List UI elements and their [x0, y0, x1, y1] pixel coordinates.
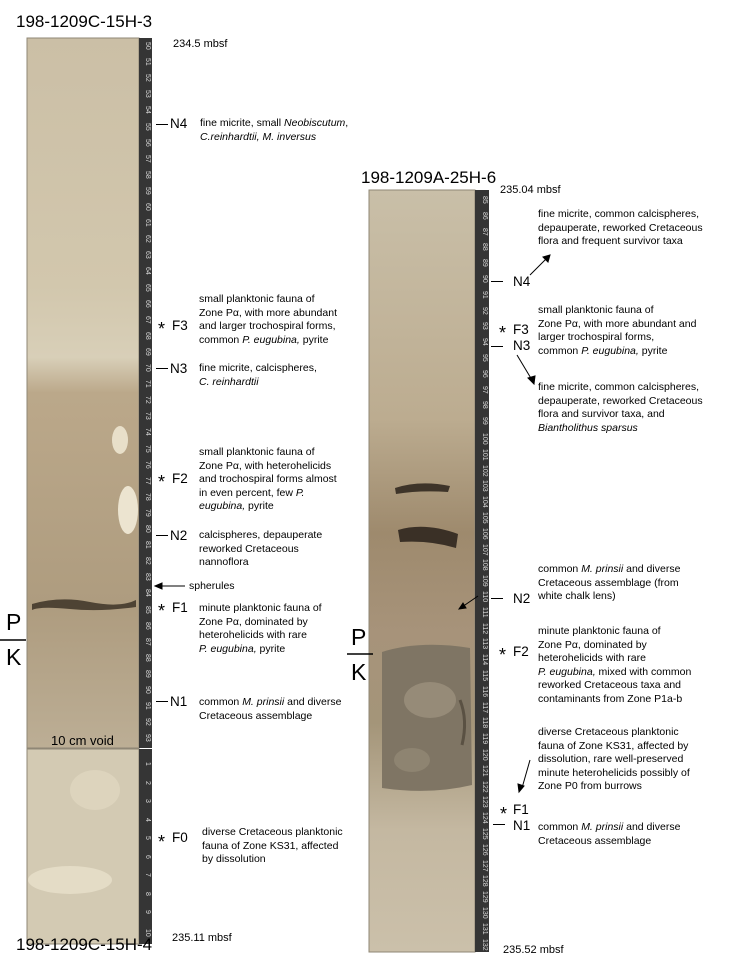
right-label-n1: N1	[513, 818, 531, 833]
core-25h6-photo	[369, 190, 475, 952]
left-label-n1: N1	[170, 694, 188, 709]
ruler-15h3-tick: 72	[144, 396, 151, 404]
left-label-f1: F1	[172, 600, 188, 615]
ruler-25h6-tick: 94	[481, 338, 488, 346]
ruler-25h6-tick: 98	[481, 401, 488, 410]
left-label-n4: N4	[170, 116, 188, 131]
ruler-15h4-tick: 6	[144, 854, 151, 859]
ruler-25h6-tick: 115	[481, 670, 488, 682]
core-25h6-top-depth: 235.04 mbsf	[500, 184, 561, 196]
right-label-n4: N4	[513, 274, 531, 289]
ruler-25h6-tick: 96	[481, 369, 488, 378]
ruler-25h6-tick: 116	[481, 685, 488, 697]
ruler-15h3-tick: 77	[144, 476, 151, 485]
ruler-15h4-tick: 5	[144, 836, 151, 840]
ruler-25h6-tick: 87	[481, 227, 488, 236]
ruler-15h3-tick: 58	[144, 170, 151, 179]
ruler-25h6-tick: 85	[481, 196, 488, 204]
left-star-f1: *	[158, 601, 166, 621]
ruler-25h6-tick: 113	[481, 638, 488, 650]
ruler-15h3-tick: 84	[144, 589, 151, 598]
right-note-n1: common M. prinsii and diverse Cretaceous assemblage	[538, 821, 681, 847]
ruler-15h3-tick: 54	[144, 106, 151, 115]
ruler-25h6-tick: 127	[481, 859, 488, 872]
ruler-15h3-tick: 82	[144, 557, 151, 565]
left-note-n4: fine micrite, small Neobiscutum, C.reinhardtii, M. inversus	[200, 117, 349, 143]
right-note-f2: minute planktonic fauna of Zone Pα, dominated by heterohelicids with rare P. eugubina, mixed with common reworked Cretaceous taxa and contaminants from Zone P1a-b	[538, 625, 692, 705]
ruler-15h3-tick: 50	[144, 42, 151, 50]
ruler-25h6-tick: 86	[481, 211, 488, 220]
ruler-15h4	[139, 749, 152, 944]
ruler-15h3-tick: 61	[144, 219, 151, 227]
ruler-15h3-tick: 55	[144, 122, 151, 131]
ruler-15h4-tick: 7	[144, 873, 151, 877]
ruler-25h6-tick: 107	[481, 543, 488, 556]
core-15h4-title: 198-1209C-15H-4	[16, 935, 153, 954]
right-note-n4: fine micrite, common calcispheres, depauperate, reworked Cretaceous flora and frequent survivor taxa	[538, 208, 703, 247]
ruler-25h6-tick: 91	[481, 290, 488, 299]
ruler-15h3-tick: 78	[144, 492, 151, 501]
ruler-15h3-tick: 79	[144, 508, 151, 517]
ruler-25h6-tick: 99	[481, 417, 488, 425]
left-label-n3: N3	[170, 361, 188, 376]
ruler-15h3-tick: 67	[144, 315, 151, 324]
ruler-25h6-tick: 123	[481, 796, 488, 809]
core-15h3-title: 198-1209C-15H-3	[16, 12, 153, 31]
boundary-k-right: K	[351, 659, 367, 685]
ruler-25h6-tick: 118	[481, 717, 488, 729]
right-label-f1: F1	[513, 802, 529, 817]
right-label-n2: N2	[513, 591, 531, 606]
ruler-15h3-tick: 92	[144, 718, 151, 726]
ruler-15h3-tick: 51	[144, 58, 151, 66]
ruler-15h3-tick: 89	[144, 669, 151, 678]
ruler-25h6-tick: 103	[481, 480, 488, 493]
core-25h6-bottom-depth: 235.52 mbsf	[503, 944, 564, 956]
ruler-15h3-tick: 81	[144, 541, 151, 549]
ruler-15h3-tick: 86	[144, 621, 151, 630]
ruler-15h3-tick: 73	[144, 412, 151, 421]
ruler-15h3-tick: 62	[144, 235, 151, 243]
left-note-f2: small planktonic fauna of Zone Pα, with heterohelicids and trochospiral forms almost in even percent, few P. eugubina, pyrite	[199, 446, 337, 512]
left-note-n3: fine micrite, calcispheres, C. reinhardtii	[199, 362, 317, 388]
left-note-n1: common M. prinsii and diverse Cretaceous assemblage	[199, 696, 342, 722]
core-15h3-photo	[27, 38, 139, 748]
ruler-15h4-tick: 9	[144, 910, 151, 914]
right-note-n2: common M. prinsii and diverse Cretaceous assemblage (from white chalk lens)	[538, 563, 681, 602]
left-label-f0: F0	[172, 830, 188, 845]
ruler-25h6-tick: 108	[481, 559, 488, 572]
ruler-25h6-tick: 101	[481, 448, 488, 461]
ruler-25h6-tick: 95	[481, 354, 488, 362]
right-note-f1: diverse Cretaceous planktonic fauna of Zone KS31, affected by dissolution, rare well-preserved minute heterohelicids possibly of Zone P0 from burrows	[538, 726, 690, 792]
ruler-15h3-tick: 69	[144, 347, 151, 356]
ruler-15h3-tick: 76	[144, 460, 151, 469]
ruler-25h6-tick: 89	[481, 259, 488, 267]
ruler-15h3-tick: 63	[144, 251, 151, 260]
ruler-25h6-tick: 121	[481, 764, 488, 777]
left-label-f3: F3	[172, 318, 188, 333]
ruler-15h3-tick: 91	[144, 702, 151, 710]
ruler-25h6-tick: 126	[481, 843, 488, 856]
void-label: 10 cm void	[51, 733, 114, 748]
ruler-25h6-tick: 132	[481, 938, 488, 951]
ruler-15h3-tick: 90	[144, 686, 151, 694]
core-25h6-title: 198-1209A-25H-6	[361, 168, 497, 187]
ruler-15h3-tick: 80	[144, 525, 151, 533]
ruler-15h3-tick: 85	[144, 605, 151, 614]
ruler-25h6-tick: 88	[481, 243, 488, 252]
ruler-15h3-tick: 88	[144, 653, 151, 662]
ruler-25h6-tick: 120	[481, 749, 488, 761]
ruler-15h4-tick: 10	[144, 928, 151, 937]
ruler-25h6-tick: 128	[481, 875, 488, 888]
ruler-15h3-tick: 70	[144, 364, 151, 372]
ruler-25h6-tick: 119	[481, 733, 488, 745]
ruler-15h3-tick: 65	[144, 283, 151, 292]
left-note-f1: minute planktonic fauna of Zone Pα, dominated by heterohelicids with rare P. eugubina, pyrite	[199, 602, 322, 655]
ruler-15h3-tick: 87	[144, 637, 151, 646]
ruler-15h3-tick: 93	[144, 734, 151, 743]
ruler-15h3-tick: 52	[144, 74, 151, 82]
boundary-k-left: K	[6, 644, 22, 670]
core-15h3-top-depth: 234.5 mbsf	[173, 38, 228, 50]
left-label-spherules: spherules	[189, 580, 235, 592]
right-note-n3: fine micrite, common calcispheres, depauperate, reworked Cretaceous flora and survivor taxa, and Biantholithus sparsus	[538, 381, 703, 434]
ruler-25h6-tick: 92	[481, 306, 488, 315]
right-label-f2: F2	[513, 644, 529, 659]
core-15h4-bottom-depth: 235.11 mbsf	[172, 932, 232, 944]
ruler-25h6-tick: 130	[481, 907, 488, 919]
ruler-25h6-tick: 105	[481, 512, 488, 524]
left-note-f3: small planktonic fauna of Zone Pα, with more abundant and larger trochospiral forms, common P. eugubina, pyrite	[199, 293, 337, 346]
ruler-15h4-tick: 8	[144, 891, 151, 896]
ruler-15h3-tick: 74	[144, 428, 151, 437]
ruler-15h3-tick: 57	[144, 154, 151, 163]
ruler-25h6-tick: 93	[481, 322, 488, 331]
ruler-25h6-tick: 111	[481, 606, 488, 618]
left-label-f2: F2	[172, 471, 188, 486]
right-star-f2: *	[499, 645, 507, 665]
right-label-f3: F3	[513, 322, 529, 337]
left-star-f3: *	[158, 319, 166, 339]
ruler-15h4-tick: 2	[144, 780, 151, 785]
ruler-15h3-tick: 60	[144, 203, 151, 211]
ruler-25h6-tick: 129	[481, 891, 488, 903]
ruler-15h3-tick: 59	[144, 186, 151, 195]
left-note-f0: diverse Cretaceous planktonic fauna of Zone KS31, affected by dissolution	[202, 826, 343, 865]
ruler-25h6-tick: 102	[481, 464, 488, 477]
ruler-25h6-tick: 131	[481, 922, 488, 935]
ruler-15h3-tick: 64	[144, 267, 151, 276]
ruler-15h3-tick: 66	[144, 299, 151, 308]
ruler-25h6-tick: 110	[481, 591, 488, 603]
ruler-15h3-tick: 83	[144, 573, 151, 582]
boundary-p-right: P	[351, 624, 367, 650]
ruler-25h6-tick: 114	[481, 654, 488, 666]
ruler-25h6-tick: 104	[481, 496, 488, 508]
left-label-n2: N2	[170, 528, 188, 543]
left-star-f2: *	[158, 472, 166, 492]
ruler-15h3-tick: 68	[144, 331, 151, 340]
right-note-f3: small planktonic fauna of Zone Pα, with more abundant and larger trochospiral forms, common P. eugubina, pyrite	[538, 304, 697, 357]
ruler-15h3-tick: 56	[144, 138, 151, 147]
left-note-n2: calcispheres, depauperate reworked Cretaceous nannoflora	[199, 529, 323, 568]
right-star-f3: *	[499, 323, 507, 343]
ruler-15h3-tick: 75	[144, 444, 151, 453]
ruler-25h6-tick: 100	[481, 433, 488, 445]
ruler-25h6-tick: 122	[481, 780, 488, 793]
ruler-15h4-tick: 4	[144, 817, 151, 822]
right-star-f1: *	[500, 804, 508, 824]
ruler-25h6-tick: 90	[481, 275, 488, 283]
ruler-25h6-tick: 124	[481, 812, 488, 824]
ruler-25h6-tick: 117	[481, 701, 488, 713]
ruler-25h6-tick: 97	[481, 385, 488, 394]
ruler-15h4-tick: 3	[144, 799, 151, 803]
ruler-15h3-tick: 53	[144, 90, 151, 99]
left-star-f0: *	[158, 832, 166, 852]
ruler-25h6-tick: 109	[481, 575, 488, 587]
ruler-15h3-tick: 71	[144, 380, 151, 388]
ruler-15h4-tick: 1	[144, 762, 151, 766]
ruler-25h6-tick: 112	[481, 622, 488, 634]
ruler-25h6-tick: 125	[481, 828, 488, 840]
ruler-25h6-tick: 106	[481, 527, 488, 540]
right-label-n3: N3	[513, 338, 531, 353]
boundary-p-left: P	[6, 609, 22, 635]
